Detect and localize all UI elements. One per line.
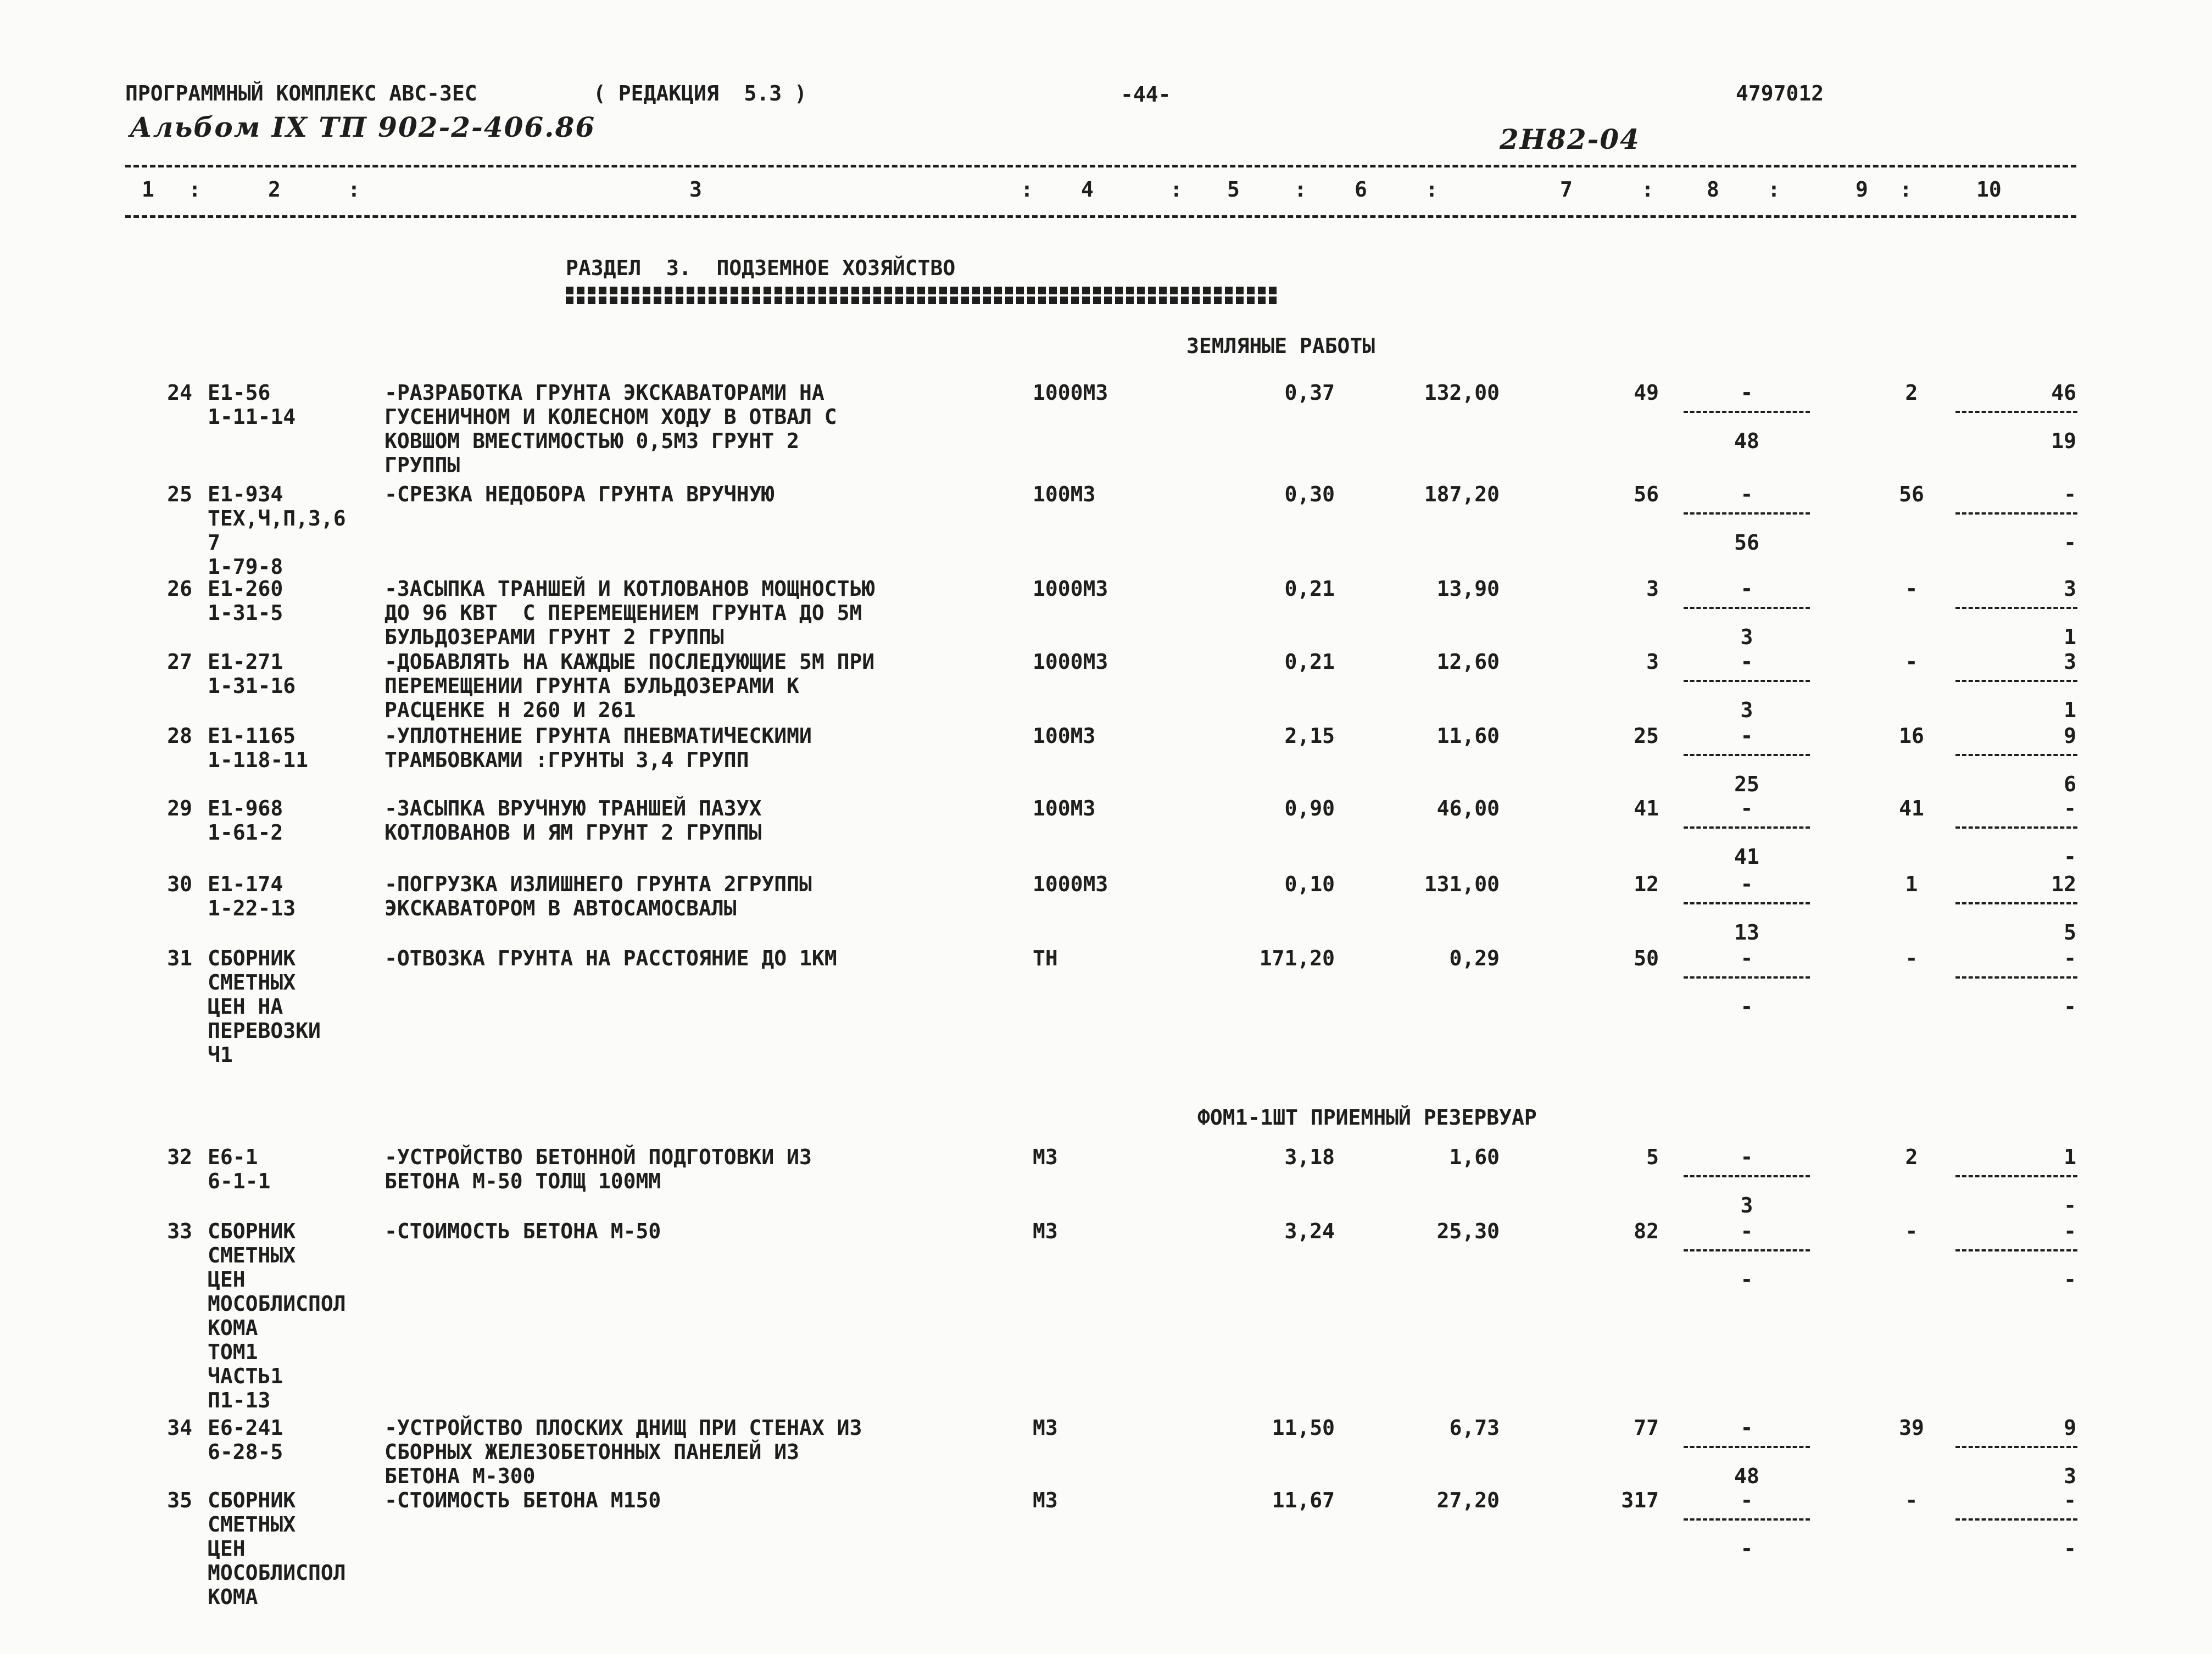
total-cost-cell: 41 — [1634, 796, 1659, 820]
total-cost-cell: 3 — [1646, 650, 1659, 674]
work-description-line: ГУСЕНИЧНОМ И КОЛЕСНОМ ХОДУ В ОТВАЛ С — [385, 405, 837, 429]
row-number: 33 — [167, 1219, 192, 1243]
norm-code-line: 1-61-2 — [208, 820, 283, 845]
edition-label: ( РЕДАКЦИЯ 5.3 ) — [593, 81, 807, 105]
header-rule-bottom — [125, 215, 2076, 218]
unit-cell: 1000М3 — [1033, 381, 1108, 405]
norm-code-line: КОМА — [208, 1585, 258, 1609]
unit-price-cell: 187,20 — [1424, 482, 1500, 506]
work-description-line: ГРУППЫ — [385, 453, 460, 477]
quantity-cell: 0,90 — [1284, 796, 1335, 820]
document-number: 4797012 — [1736, 81, 1824, 105]
norm-code-line: 1-118-11 — [208, 748, 309, 772]
group-heading-earthworks: ЗЕМЛЯНЫЕ РАБОТЫ — [1186, 334, 1375, 358]
total-cost-cell: 25 — [1634, 724, 1659, 748]
quantity-cell: 3,24 — [1284, 1219, 1335, 1243]
col10-bottom-cell: - — [2064, 845, 2076, 869]
column-header-4: 3 — [689, 177, 702, 202]
col8-bottom-cell: 13 — [1734, 920, 1759, 945]
col10-fraction-line — [1955, 902, 2077, 904]
norm-code-line: Е6-1 — [208, 1145, 258, 1169]
row-number: 32 — [167, 1145, 192, 1169]
col8-bottom-cell: - — [1740, 994, 1753, 1019]
unit-price-cell: 131,00 — [1424, 872, 1500, 896]
work-description-line: КОТЛОВАНОВ И ЯМ ГРУНТ 2 ГРУППЫ — [385, 820, 762, 845]
column-header-17: : — [1899, 177, 1912, 202]
column-header-16: 9 — [1856, 177, 1868, 202]
norm-code-line: МОСОБЛИСПОЛ — [208, 1561, 346, 1585]
col10-bottom-cell: 1 — [2064, 625, 2076, 649]
col8-top-cell: - — [1740, 482, 1753, 506]
col8-top-cell: - — [1740, 1145, 1753, 1169]
norm-code-line: Е1-260 — [208, 577, 283, 601]
column-header-3: : — [348, 177, 360, 202]
quantity-cell: 11,50 — [1272, 1416, 1335, 1440]
col9-cell: 1 — [1905, 872, 1918, 896]
column-header-14: 8 — [1707, 177, 1719, 202]
album-annotation: Альбом IX ТП 902-2-406.86 — [130, 111, 596, 143]
unit-price-cell: 12,60 — [1436, 650, 1500, 674]
work-description-line: БЕТОНА М-50 ТОЛЩ 100ММ — [385, 1169, 661, 1193]
col8-fraction-line — [1684, 1518, 1810, 1521]
unit-price-cell: 0,29 — [1449, 946, 1500, 970]
work-description-line: -ОТВОЗКА ГРУНТА НА РАССТОЯНИЕ ДО 1КМ — [385, 946, 837, 970]
norm-code-line: Е1-174 — [208, 872, 283, 896]
norm-code-line: ЦЕН — [208, 1267, 246, 1292]
col8-top-cell: - — [1740, 1219, 1753, 1243]
work-description-line: -СТОИМОСТЬ БЕТОНА М-50 — [385, 1219, 661, 1243]
quantity-cell: 0,21 — [1284, 650, 1335, 674]
norm-code-line: П1-13 — [208, 1388, 271, 1412]
column-header-10: 6 — [1355, 177, 1367, 202]
col9-cell: - — [1905, 1219, 1918, 1243]
total-cost-cell: 49 — [1634, 381, 1659, 405]
norm-code-line: Е6-241 — [208, 1416, 283, 1440]
quantity-cell: 171,20 — [1259, 946, 1335, 970]
total-cost-cell: 77 — [1634, 1416, 1659, 1440]
program-title: ПРОГРАММНЫЙ КОМПЛЕКС АВС-3ЕС — [125, 81, 477, 105]
col10-top-cell: 1 — [2064, 1145, 2076, 1169]
col10-top-cell: - — [2064, 482, 2076, 506]
section-title-underline — [566, 287, 1280, 294]
col8-fraction-line — [1684, 1249, 1810, 1251]
unit-cell: М3 — [1033, 1488, 1058, 1512]
col8-fraction-line — [1684, 512, 1810, 515]
col8-fraction-line — [1684, 411, 1810, 413]
quantity-cell: 0,21 — [1284, 577, 1335, 601]
col8-fraction-line — [1684, 607, 1810, 609]
col8-top-cell: - — [1740, 796, 1753, 820]
unit-cell: 100М3 — [1033, 796, 1096, 820]
work-description-line: -ПОГРУЗКА ИЗЛИШНЕГО ГРУНТА 2ГРУППЫ — [385, 872, 812, 896]
unit-cell: М3 — [1033, 1219, 1058, 1243]
col10-bottom-cell: - — [2064, 530, 2076, 555]
col10-bottom-cell: 19 — [2051, 429, 2076, 453]
col8-top-cell: - — [1740, 1416, 1753, 1440]
unit-cell: 1000М3 — [1033, 650, 1108, 674]
unit-price-cell: 46,00 — [1436, 796, 1500, 820]
column-header-2: 2 — [268, 177, 281, 202]
col10-bottom-cell: 5 — [2064, 920, 2076, 945]
work-description-line: -СРЕЗКА НЕДОБОРА ГРУНТА ВРУЧНУЮ — [385, 482, 775, 506]
norm-code-line: 6-1-1 — [208, 1169, 271, 1193]
unit-price-cell: 1,60 — [1449, 1145, 1500, 1169]
section-title: РАЗДЕЛ 3. ПОДЗЕМНОЕ ХОЗЯЙСТВО — [566, 256, 956, 280]
norm-code-line: Е1-271 — [208, 650, 283, 674]
work-description-line: -РАЗРАБОТКА ГРУНТА ЭКСКАВАТОРАМИ НА — [385, 381, 824, 405]
column-header-13: : — [1641, 177, 1654, 202]
col8-bottom-cell: 48 — [1734, 429, 1759, 453]
norm-code-line: Ч1 — [208, 1043, 233, 1067]
total-cost-cell: 56 — [1634, 482, 1659, 506]
unit-price-cell: 11,60 — [1436, 724, 1500, 748]
column-header-12: 7 — [1560, 177, 1573, 202]
quantity-cell: 3,18 — [1284, 1145, 1335, 1169]
col10-fraction-line — [1955, 607, 2077, 609]
col10-bottom-cell: 6 — [2064, 772, 2076, 796]
row-number: 31 — [167, 946, 192, 970]
col10-top-cell: 46 — [2051, 381, 2076, 405]
unit-price-cell: 27,20 — [1436, 1488, 1500, 1512]
col8-bottom-cell: 48 — [1734, 1464, 1759, 1488]
col10-bottom-cell: 3 — [2064, 1464, 2076, 1488]
unit-cell: М3 — [1033, 1145, 1058, 1169]
unit-price-cell: 132,00 — [1424, 381, 1500, 405]
col8-top-cell: - — [1740, 946, 1753, 970]
row-number: 30 — [167, 872, 192, 896]
col8-bottom-cell: 3 — [1740, 698, 1753, 722]
column-header-18: 10 — [1976, 177, 2002, 202]
norm-code-line: ТОМ1 — [208, 1340, 258, 1364]
total-cost-cell: 3 — [1646, 577, 1659, 601]
norm-code-line: КОМА — [208, 1316, 258, 1340]
row-number: 34 — [167, 1416, 192, 1440]
row-number: 28 — [167, 724, 192, 748]
col8-fraction-line — [1684, 680, 1810, 682]
unit-cell: М3 — [1033, 1416, 1058, 1440]
col9-cell: 16 — [1899, 724, 1924, 748]
column-header-1: : — [188, 177, 201, 202]
work-description-line: -ЗАСЫПКА ТРАНШЕЙ И КОТЛОВАНОВ МОЩНОСТЬЮ — [385, 577, 875, 601]
col10-top-cell: - — [2064, 1219, 2076, 1243]
total-cost-cell: 5 — [1646, 1145, 1659, 1169]
unit-price-cell: 13,90 — [1436, 577, 1500, 601]
norm-code-line: СБОРНИК — [208, 946, 296, 970]
col10-fraction-line — [1955, 680, 2077, 682]
col10-top-cell: 9 — [2064, 724, 2076, 748]
col8-bottom-cell: 56 — [1734, 530, 1759, 555]
norm-code-line: 1-79-8 — [208, 555, 283, 579]
col10-fraction-line — [1955, 411, 2077, 413]
work-description-line: РАСЦЕНКЕ Н 260 И 261 — [385, 698, 636, 722]
quantity-cell: 0,30 — [1284, 482, 1335, 506]
col9-cell: - — [1905, 650, 1918, 674]
work-description-line: ПЕРЕМЕЩЕНИИ ГРУНТА БУЛЬДОЗЕРАМИ К — [385, 674, 799, 698]
row-number: 26 — [167, 577, 192, 601]
group-heading-reservoir: ФОМ1-1ШТ ПРИЕМНЫЙ РЕЗЕРВУАР — [1197, 1105, 1537, 1130]
work-description-line: СБОРНЫХ ЖЕЛЕЗОБЕТОННЫХ ПАНЕЛЕЙ ИЗ — [385, 1440, 799, 1464]
norm-code-line: ЦЕН НА — [208, 994, 283, 1019]
quantity-cell: 0,10 — [1284, 872, 1335, 896]
col10-bottom-cell: 1 — [2064, 698, 2076, 722]
norm-code-line: СМЕТНЫХ — [208, 1512, 296, 1536]
unit-cell: 100М3 — [1033, 724, 1096, 748]
col8-bottom-cell: - — [1740, 1536, 1753, 1561]
work-description-line: -ДОБАВЛЯТЬ НА КАЖДЫЕ ПОСЛЕДУЮЩИЕ 5М ПРИ — [385, 650, 875, 674]
col10-top-cell: 9 — [2064, 1416, 2076, 1440]
col8-top-cell: - — [1740, 724, 1753, 748]
col8-fraction-line — [1684, 1446, 1810, 1448]
col8-top-cell: - — [1740, 650, 1753, 674]
col8-bottom-cell: - — [1740, 1267, 1753, 1292]
col10-top-cell: 3 — [2064, 650, 2076, 674]
work-description-line: КОВШОМ ВМЕСТИМОСТЬЮ 0,5М3 ГРУНТ 2 — [385, 429, 799, 453]
col9-cell: - — [1905, 577, 1918, 601]
norm-code-line: Е1-934 — [208, 482, 283, 506]
column-header-8: 5 — [1227, 177, 1240, 202]
page-number: -44- — [1121, 82, 1171, 107]
col9-cell: 2 — [1905, 1145, 1918, 1169]
norm-code-line: СМЕТНЫХ — [208, 1243, 296, 1267]
norm-code-line: 1-22-13 — [208, 896, 296, 920]
col8-fraction-line — [1684, 754, 1810, 756]
norm-code-line: МОСОБЛИСПОЛ — [208, 1292, 346, 1316]
col8-top-cell: - — [1740, 1488, 1753, 1512]
row-number: 35 — [167, 1488, 192, 1512]
work-description-line: ТРАМБОВКАМИ :ГРУНТЫ 3,4 ГРУПП — [385, 748, 749, 772]
total-cost-cell: 12 — [1634, 872, 1659, 896]
work-description-line: ДО 96 КВТ С ПЕРЕМЕЩЕНИЕМ ГРУНТА ДО 5М — [385, 601, 862, 625]
col9-cell: - — [1905, 946, 1918, 970]
col10-bottom-cell: - — [2064, 994, 2076, 1019]
norm-code-line: ПЕРЕВОЗКИ — [208, 1019, 321, 1043]
row-number: 29 — [167, 796, 192, 820]
row-number: 24 — [167, 381, 192, 405]
norm-code-line: 1-31-5 — [208, 601, 283, 625]
col10-bottom-cell: - — [2064, 1536, 2076, 1561]
col9-cell: 39 — [1899, 1416, 1924, 1440]
norm-code-line: СБОРНИК — [208, 1219, 296, 1243]
sheet-code: 2Н82-04 — [1500, 123, 1640, 155]
section-title-underline-2 — [566, 297, 1280, 304]
work-description-line: -СТОИМОСТЬ БЕТОНА М150 — [385, 1488, 661, 1512]
col9-cell: - — [1905, 1488, 1918, 1512]
col10-top-cell: 12 — [2051, 872, 2076, 896]
norm-code-line: ЧАСТЬ1 — [208, 1364, 283, 1388]
col10-top-cell: - — [2064, 946, 2076, 970]
col10-bottom-cell: - — [2064, 1267, 2076, 1292]
col8-bottom-cell: 3 — [1740, 625, 1753, 649]
col9-cell: 56 — [1899, 482, 1924, 506]
norm-code-line: Е1-56 — [208, 381, 271, 405]
work-description-line: БУЛЬДОЗЕРАМИ ГРУНТ 2 ГРУППЫ — [385, 625, 724, 649]
column-header-9: : — [1294, 177, 1307, 202]
col10-fraction-line — [1955, 826, 2077, 829]
unit-price-cell: 25,30 — [1436, 1219, 1500, 1243]
col10-fraction-line — [1955, 1446, 2077, 1448]
quantity-cell: 2,15 — [1284, 724, 1335, 748]
col8-fraction-line — [1684, 902, 1810, 904]
work-description-line: -УСТРОЙСТВО БЕТОННОЙ ПОДГОТОВКИ ИЗ — [385, 1145, 812, 1169]
quantity-cell: 0,37 — [1284, 381, 1335, 405]
col9-cell: 2 — [1905, 381, 1918, 405]
col9-cell: 41 — [1899, 796, 1924, 820]
work-description-line: -ЗАСЫПКА ВРУЧНУЮ ТРАНШЕЙ ПАЗУХ — [385, 796, 762, 820]
col10-fraction-line — [1955, 512, 2077, 515]
norm-code-line: 6-28-5 — [208, 1440, 283, 1464]
col8-bottom-cell: 3 — [1740, 1193, 1753, 1217]
work-description-line: -УПЛОТНЕНИЕ ГРУНТА ПНЕВМАТИЧЕСКИМИ — [385, 724, 812, 748]
norm-code-line: ЦЕН — [208, 1536, 246, 1561]
unit-cell: 1000М3 — [1033, 872, 1108, 896]
norm-code-line: 1-31-16 — [208, 674, 296, 698]
col8-top-cell: - — [1740, 872, 1753, 896]
work-description-line: ЭКСКАВАТОРОМ В АВТОСАМОСВАЛЫ — [385, 896, 737, 920]
row-number: 27 — [167, 650, 192, 674]
column-header-5: : — [1021, 177, 1033, 202]
col8-bottom-cell: 25 — [1734, 772, 1759, 796]
column-header-7: : — [1170, 177, 1183, 202]
row-number: 25 — [167, 482, 192, 506]
col10-fraction-line — [1955, 1249, 2077, 1251]
col8-fraction-line — [1684, 1175, 1810, 1177]
column-header-0: 1 — [142, 177, 154, 202]
header-rule-top — [125, 165, 2076, 167]
col10-fraction-line — [1955, 1518, 2077, 1521]
col10-fraction-line — [1955, 1175, 2077, 1177]
column-header-11: : — [1425, 177, 1438, 202]
total-cost-cell: 317 — [1621, 1488, 1659, 1512]
total-cost-cell: 82 — [1634, 1219, 1659, 1243]
col10-fraction-line — [1955, 754, 2077, 756]
col8-top-cell: - — [1740, 381, 1753, 405]
col10-bottom-cell: - — [2064, 1193, 2076, 1217]
unit-cell: 100М3 — [1033, 482, 1096, 506]
unit-cell: 1000М3 — [1033, 577, 1108, 601]
norm-code-line: Е1-968 — [208, 796, 283, 820]
unit-price-cell: 6,73 — [1449, 1416, 1500, 1440]
norm-code-line: 7 — [208, 530, 220, 555]
col8-fraction-line — [1684, 826, 1810, 829]
work-description-line: БЕТОНА М-300 — [385, 1464, 536, 1488]
col8-top-cell: - — [1740, 577, 1753, 601]
norm-code-line: СБОРНИК — [208, 1488, 296, 1512]
col10-top-cell: 3 — [2064, 577, 2076, 601]
col10-top-cell: - — [2064, 1488, 2076, 1512]
norm-code-line: Е1-1165 — [208, 724, 296, 748]
total-cost-cell: 50 — [1634, 946, 1659, 970]
norm-code-line: СМЕТНЫХ — [208, 970, 296, 994]
norm-code-line: 1-11-14 — [208, 405, 296, 429]
col10-top-cell: - — [2064, 796, 2076, 820]
norm-code-line: ТЕХ,Ч,П,3,6 — [208, 506, 346, 530]
col8-bottom-cell: 41 — [1734, 845, 1759, 869]
col10-fraction-line — [1955, 976, 2077, 979]
quantity-cell: 11,67 — [1272, 1488, 1335, 1512]
column-header-15: : — [1768, 177, 1780, 202]
col8-fraction-line — [1684, 976, 1810, 979]
unit-cell: ТН — [1033, 946, 1058, 970]
column-header-6: 4 — [1081, 177, 1094, 202]
work-description-line: -УСТРОЙСТВО ПЛОСКИХ ДНИЩ ПРИ СТЕНАХ ИЗ — [385, 1416, 862, 1440]
